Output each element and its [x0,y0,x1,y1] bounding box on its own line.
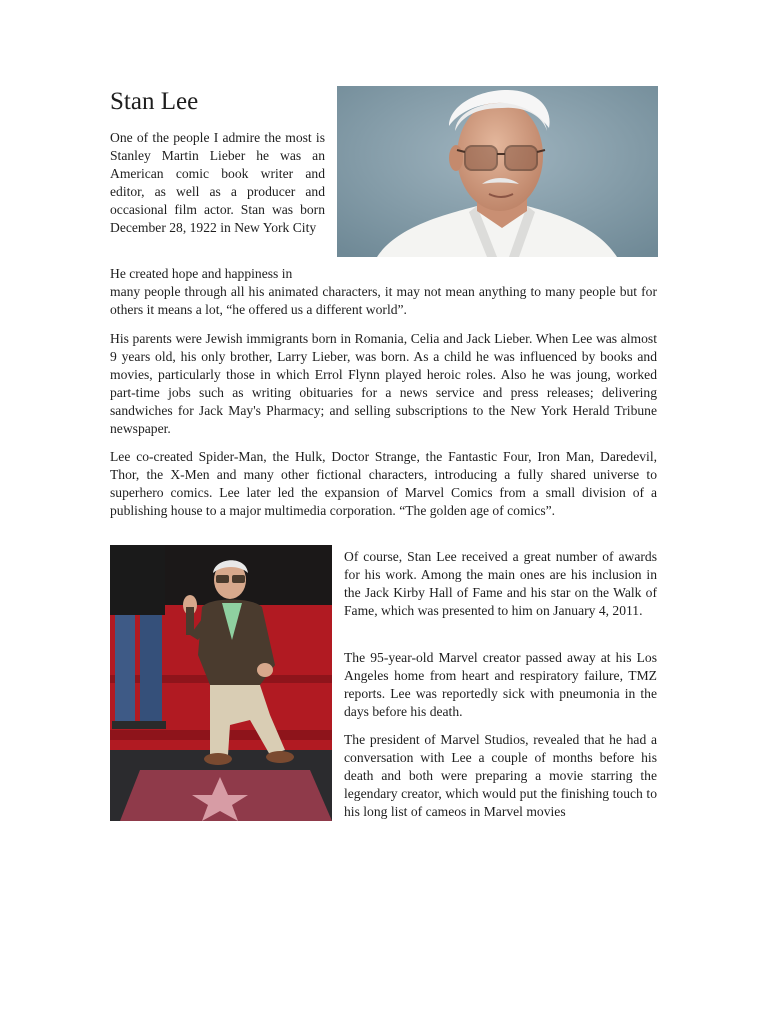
page-title: Stan Lee [110,88,199,115]
death-paragraph: The 95-year-old Marvel creator passed away at his Los Angeles home from heart and respiratory failure, TMZ reports. Lee was reportedly sick with pneumonia in the days before his death. [344,650,657,720]
awards-paragraph: Of course, Stan Lee received a great number of awards for his work. Among the main ones are his inclusion in the Jack Kirby Hall of Fame and his star on the Walk of Fame, which was presented to him on January 4, 2011. [344,549,657,619]
parents-paragraph: His parents were Jewish immigrants born in Romania, Celia and Jack Lieber. When Lee was almost 9 years old, his only brother, Larry Lieber, was born. As a child he was influenced by books and movies, particularly those in which Errol Flynn played heroic roles. Also he was joung, worked part-time jobs such as writing obituaries for a news service and press releases; delivering sandwiches for Jack May's Pharmacy; and selling subscriptions to the New York Herald Tribune newspaper. [110,331,657,437]
intro-continuation-rest: many people through all his animated characters, it may not mean anything to many people but for others it means a lot, “he offered us a different world”. [110,284,657,318]
stan-lee-portrait-photo [337,86,658,257]
walk-of-fame-photo [110,545,332,821]
intro-paragraph: One of the people I admire the most is Stanley Martin Lieber he was an American comic book writer and editor, as well as a producer and occasional film actor. Stan was born December 28, 1922 in New York City [110,130,325,236]
marvel-studios-paragraph: The president of Marvel Studios, revealed that he had a conversation with Lee a couple of months before his death and both were preparing a movie starring the legendary creator, which would put the finishing touch to his long list of cameos in Marvel movies [344,732,657,820]
characters-paragraph: Lee co-created Spider-Man, the Hulk, Doctor Strange, the Fantastic Four, Iron Man, Daredevil, Thor, the X-Men and many other fictional characters, introducing a fully shared universe to superhero comics. Lee later led the expansion of Marvel Comics from a small division of a publishing house to a major multimedia corporation. “The golden age of comics”. [110,449,657,519]
intro-continuation [110,265,657,319]
intro-continuation-first-line: He created hope and happiness in [110,266,293,281]
